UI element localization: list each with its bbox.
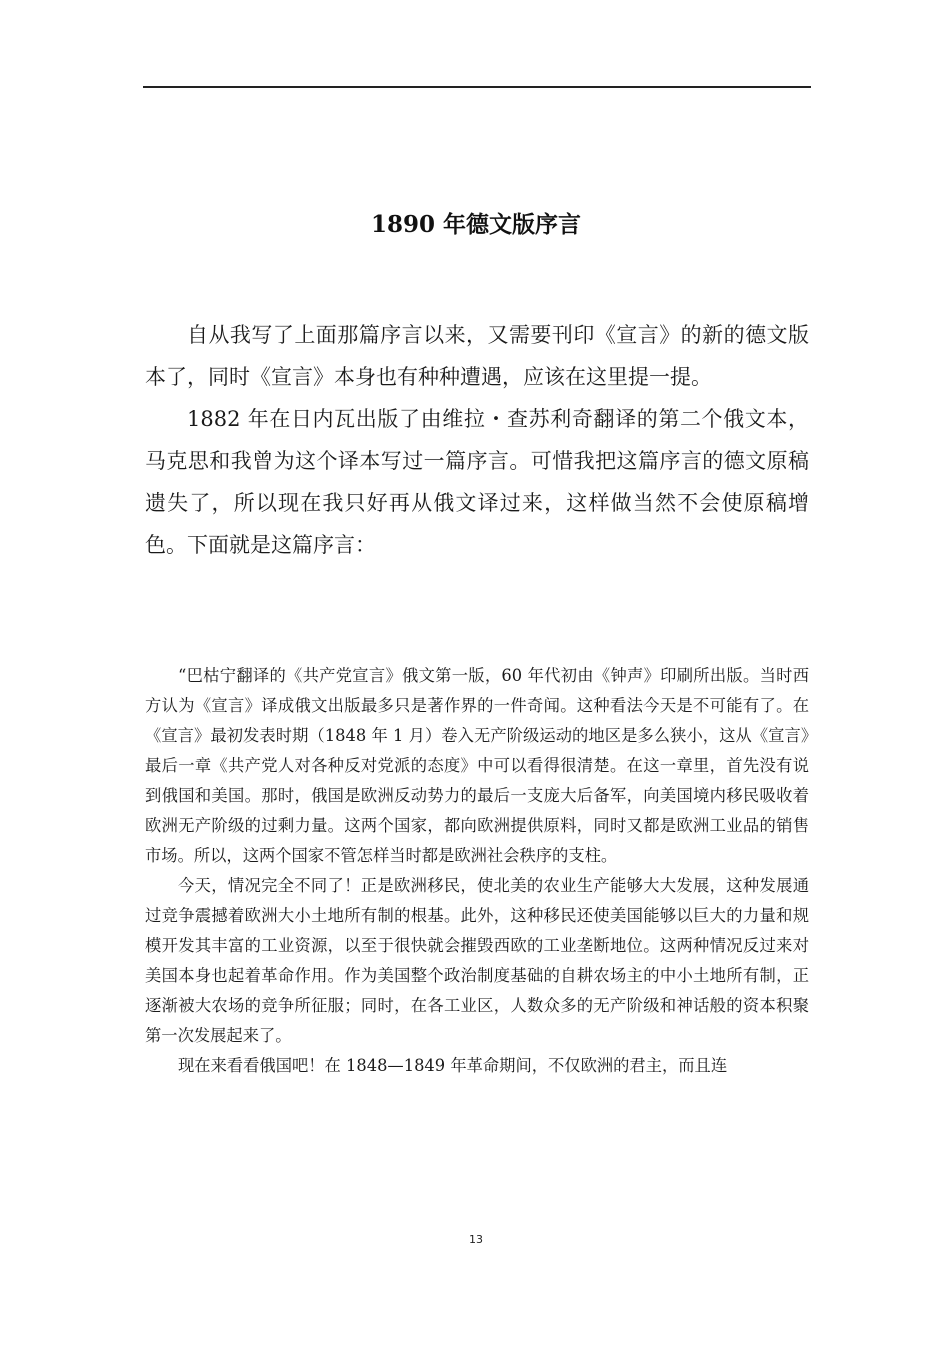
page-title: 1890 年德文版序言: [370, 211, 582, 239]
quoted-paragraph-1: “巴枯宁翻译的《共产党宣言》俄文第一版，60 年代初由《钟声》印刷所出版。当时西方认为《宣言》译成俄文出版最多只是著作界的一件奇闻。这种看法今天是不可能有了。在《宣言》最初发表时期（1848 年 1 月）卷入无产阶级运动的地区是多么狭小，这从《宣言》最后一章《共产党人对各种反对党派的态度》中可以看得很清楚。在这一章里，首先没有说到俄国和美国。那时，俄国是欧洲反动势力的最后一支庞大后备军，向美国境内移民吸收着欧洲无产阶级的过剩力量。这两个国家，都向欧洲提供原料，同时又都是欧洲工业品的销售市场。所以，这两个国家不管怎样当时都是欧洲社会秩序的支柱。: [145, 666, 809, 865]
page-number: 13: [469, 1233, 483, 1246]
quoted-paragraph-2: 今天，情况完全不同了！正是欧洲移民，使北美的农业生产能够大大发展，这种发展通过竞争震撼着欧洲大小土地所有制的根基。此外，这种移民还使美国能够以巨大的力量和规模开发其丰富的工业资源，以至于很快就会摧毁西欧的工业垄断地位。这两种情况反过来对美国本身也起着革命作用。作为美国整个政治制度基础的自耕农场主的中小土地所有制，正逐渐被大农场的竞争所征服；同时，在各工业区，人数众多的无产阶级和神话般的资本积聚第一次发展起来了。: [145, 876, 809, 1045]
quoted-paragraph-3: 现在来看看俄国吧！在 1848—1849 年革命期间，不仅欧洲的君主，而且连: [178, 1056, 728, 1075]
header-rule: [143, 86, 811, 88]
intro-section: [145, 314, 809, 566]
quoted-preface-section: [145, 661, 809, 1081]
intro-paragraph-2: 1882 年在日内瓦出版了由维拉・查苏利奇翻译的第二个俄文本，马克思和我曾为这个译本写过一篇序言。可惜我把这篇序言的德文原稿遗失了，所以现在我只好再从俄文译过来，这样做当然不会使原稿增色。下面就是这篇序言：: [145, 407, 809, 557]
intro-paragraph-1: 自从我写了上面那篇序言以来，又需要刊印《宣言》的新的德文版本了，同时《宣言》本身也有种种遭遇，应该在这里提一提。: [145, 323, 809, 389]
